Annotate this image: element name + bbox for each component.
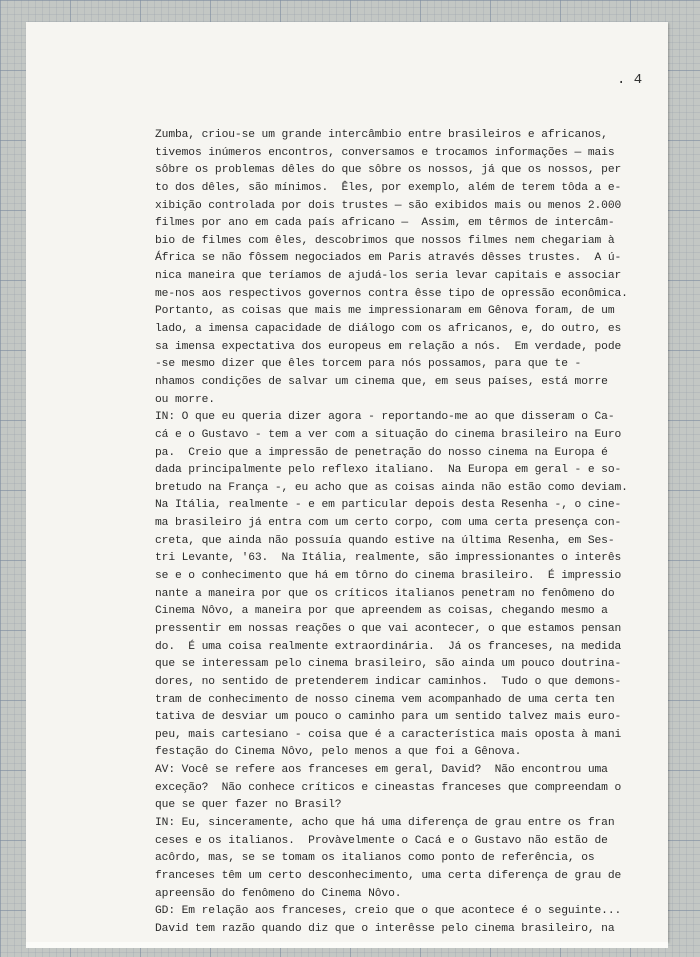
- text-line: exceção? Não conhece críticos e cineastas franceses que compreendam o: [155, 781, 622, 794]
- text-line: dores, no sentido de pretenderem indicar caminhos. Tudo o que demons-: [155, 675, 622, 688]
- text-line: peu, mais cartesiano - coisa que é a característica mais oposta à mani: [155, 728, 622, 741]
- text-line: do. É uma coisa realmente extraordinária. Já os franceses, na medida: [155, 640, 622, 653]
- document-page: [26, 22, 668, 942]
- text-line: ou morre.: [155, 393, 215, 406]
- text-line: nica maneira que teríamos de ajudá-los seria levar capitais e associar: [155, 270, 622, 283]
- text-line: tram de conhecimento de nosso cinema vem acompanhado de uma certa ten: [155, 693, 615, 706]
- text-line: IN: Eu, sinceramente, acho que há uma diferença de grau entre os fran: [155, 816, 615, 829]
- text-line: que se quer fazer no Brasil?: [155, 799, 342, 812]
- text-line: Cinema Nôvo, a maneira por que apreendem as coisas, chegando mesmo a: [155, 605, 608, 618]
- text-line: Na Itália, realmente - e em particular depois desta Resenha -, o cine-: [155, 499, 622, 512]
- text-line: Zumba, criou-se um grande intercâmbio entre brasileiros e africanos,: [155, 129, 608, 141]
- text-line: bio de filmes com êles, descobrimos que nossos filmes nem chegariam à: [155, 234, 615, 247]
- text-line: tativa de desviar um pouco o caminho para um sentido talvez mais euro-: [155, 711, 622, 724]
- text-line: dada principalmente pelo reflexo italiano. Na Europa em geral - e so-: [155, 464, 622, 477]
- text-line: me-nos aos respectivos governos contra êsse tipo de opressão econômica.: [155, 287, 628, 300]
- text-line: tivemos inúmeros encontros, conversamos e trocamos informações — mais: [155, 146, 615, 159]
- text-line: bretudo na França -, eu acho que as coisas ainda não estão como deviam.: [155, 481, 628, 494]
- text-line: que se interessam pelo cinema brasileiro, são ainda um pouco doutrina-: [155, 658, 622, 671]
- text-line: sa imensa expectativa dos europeus em relação a nós. Em verdade, pode: [155, 340, 622, 353]
- text-line: franceses têm um certo desconhecimento, uma certa diferença de grau de: [155, 869, 622, 882]
- text-line: sôbre os problemas dêles do que sôbre os nossos, já que os nossos, per: [155, 164, 622, 177]
- text-line: xibição controlada por dois trustes — são exibidos mais ou menos 2.000: [155, 199, 622, 212]
- text-line: nante a maneira por que os críticos italianos penetram no fenômeno do: [155, 587, 615, 600]
- text-line: GD: Em relação aos franceses, creio que o que acontece é o seguinte...: [155, 905, 622, 918]
- text-line: acôrdo, mas, se se tomam os italianos como ponto de referência, os: [155, 852, 595, 865]
- text-line: IN: O que eu queria dizer agora - reportando-me ao que disseram o Ca-: [155, 411, 615, 424]
- text-line: apreensão do fenômeno do Cinema Nôvo.: [155, 887, 402, 900]
- text-line: pa. Creio que a impressão de penetração do nosso cinema na Europa é: [155, 446, 608, 459]
- text-line: Portanto, as coisas que mais me impressionaram em Gênova foram, de um: [155, 305, 615, 318]
- text-line: pressentir em nossas reações o que vai acontecer, o que estamos pensan: [155, 622, 622, 635]
- text-line: ma brasileiro já entra com um certo corpo, com uma certa presença con-: [155, 517, 622, 530]
- text-line: to dos dêles, são mínimos. Êles, por exemplo, além de terem tôda a e-: [155, 181, 622, 194]
- text-line: nhamos condições de salvar um cinema que, em seus países, está morre: [155, 375, 608, 388]
- text-line: ceses e os italianos. Provàvelmente o Cacá e o Gustavo não estão de: [155, 834, 608, 847]
- text-line: AV: Você se refere aos franceses em geral, David? Não encontrou uma: [155, 764, 608, 777]
- text-line: África se não fôssem negociados em Paris através dêsses trustes. A ú-: [155, 252, 622, 265]
- text-line: tri Levante, '63. Na Itália, realmente, são impressionantes o interês: [155, 552, 622, 565]
- page-number: . 4: [617, 72, 643, 88]
- text-line: creta, que ainda não possuía quando estive na última Resenha, em Ses-: [155, 534, 615, 547]
- text-line: -se mesmo dizer que êles torcem para nós possamos, para que te -: [155, 358, 582, 371]
- text-line: se e o conhecimento que há em tôrno do cinema brasileiro. É impressio: [155, 570, 622, 583]
- text-line: festação do Cinema Nôvo, pelo menos a que foi a Gênova.: [155, 746, 522, 759]
- text-line: lado, a imensa capacidade de diálogo com os africanos, e, do outro, es: [155, 323, 622, 336]
- text-line: David tem razão quando diz que o interêsse pelo cinema brasileiro, na: [155, 922, 615, 935]
- text-line: cá e o Gustavo - tem a ver com a situação do cinema brasileiro na Euro: [155, 428, 622, 441]
- document-body-text: [155, 127, 685, 938]
- text-line: filmes por ano em cada país africano — Assim, em têrmos de intercâm-: [155, 217, 615, 230]
